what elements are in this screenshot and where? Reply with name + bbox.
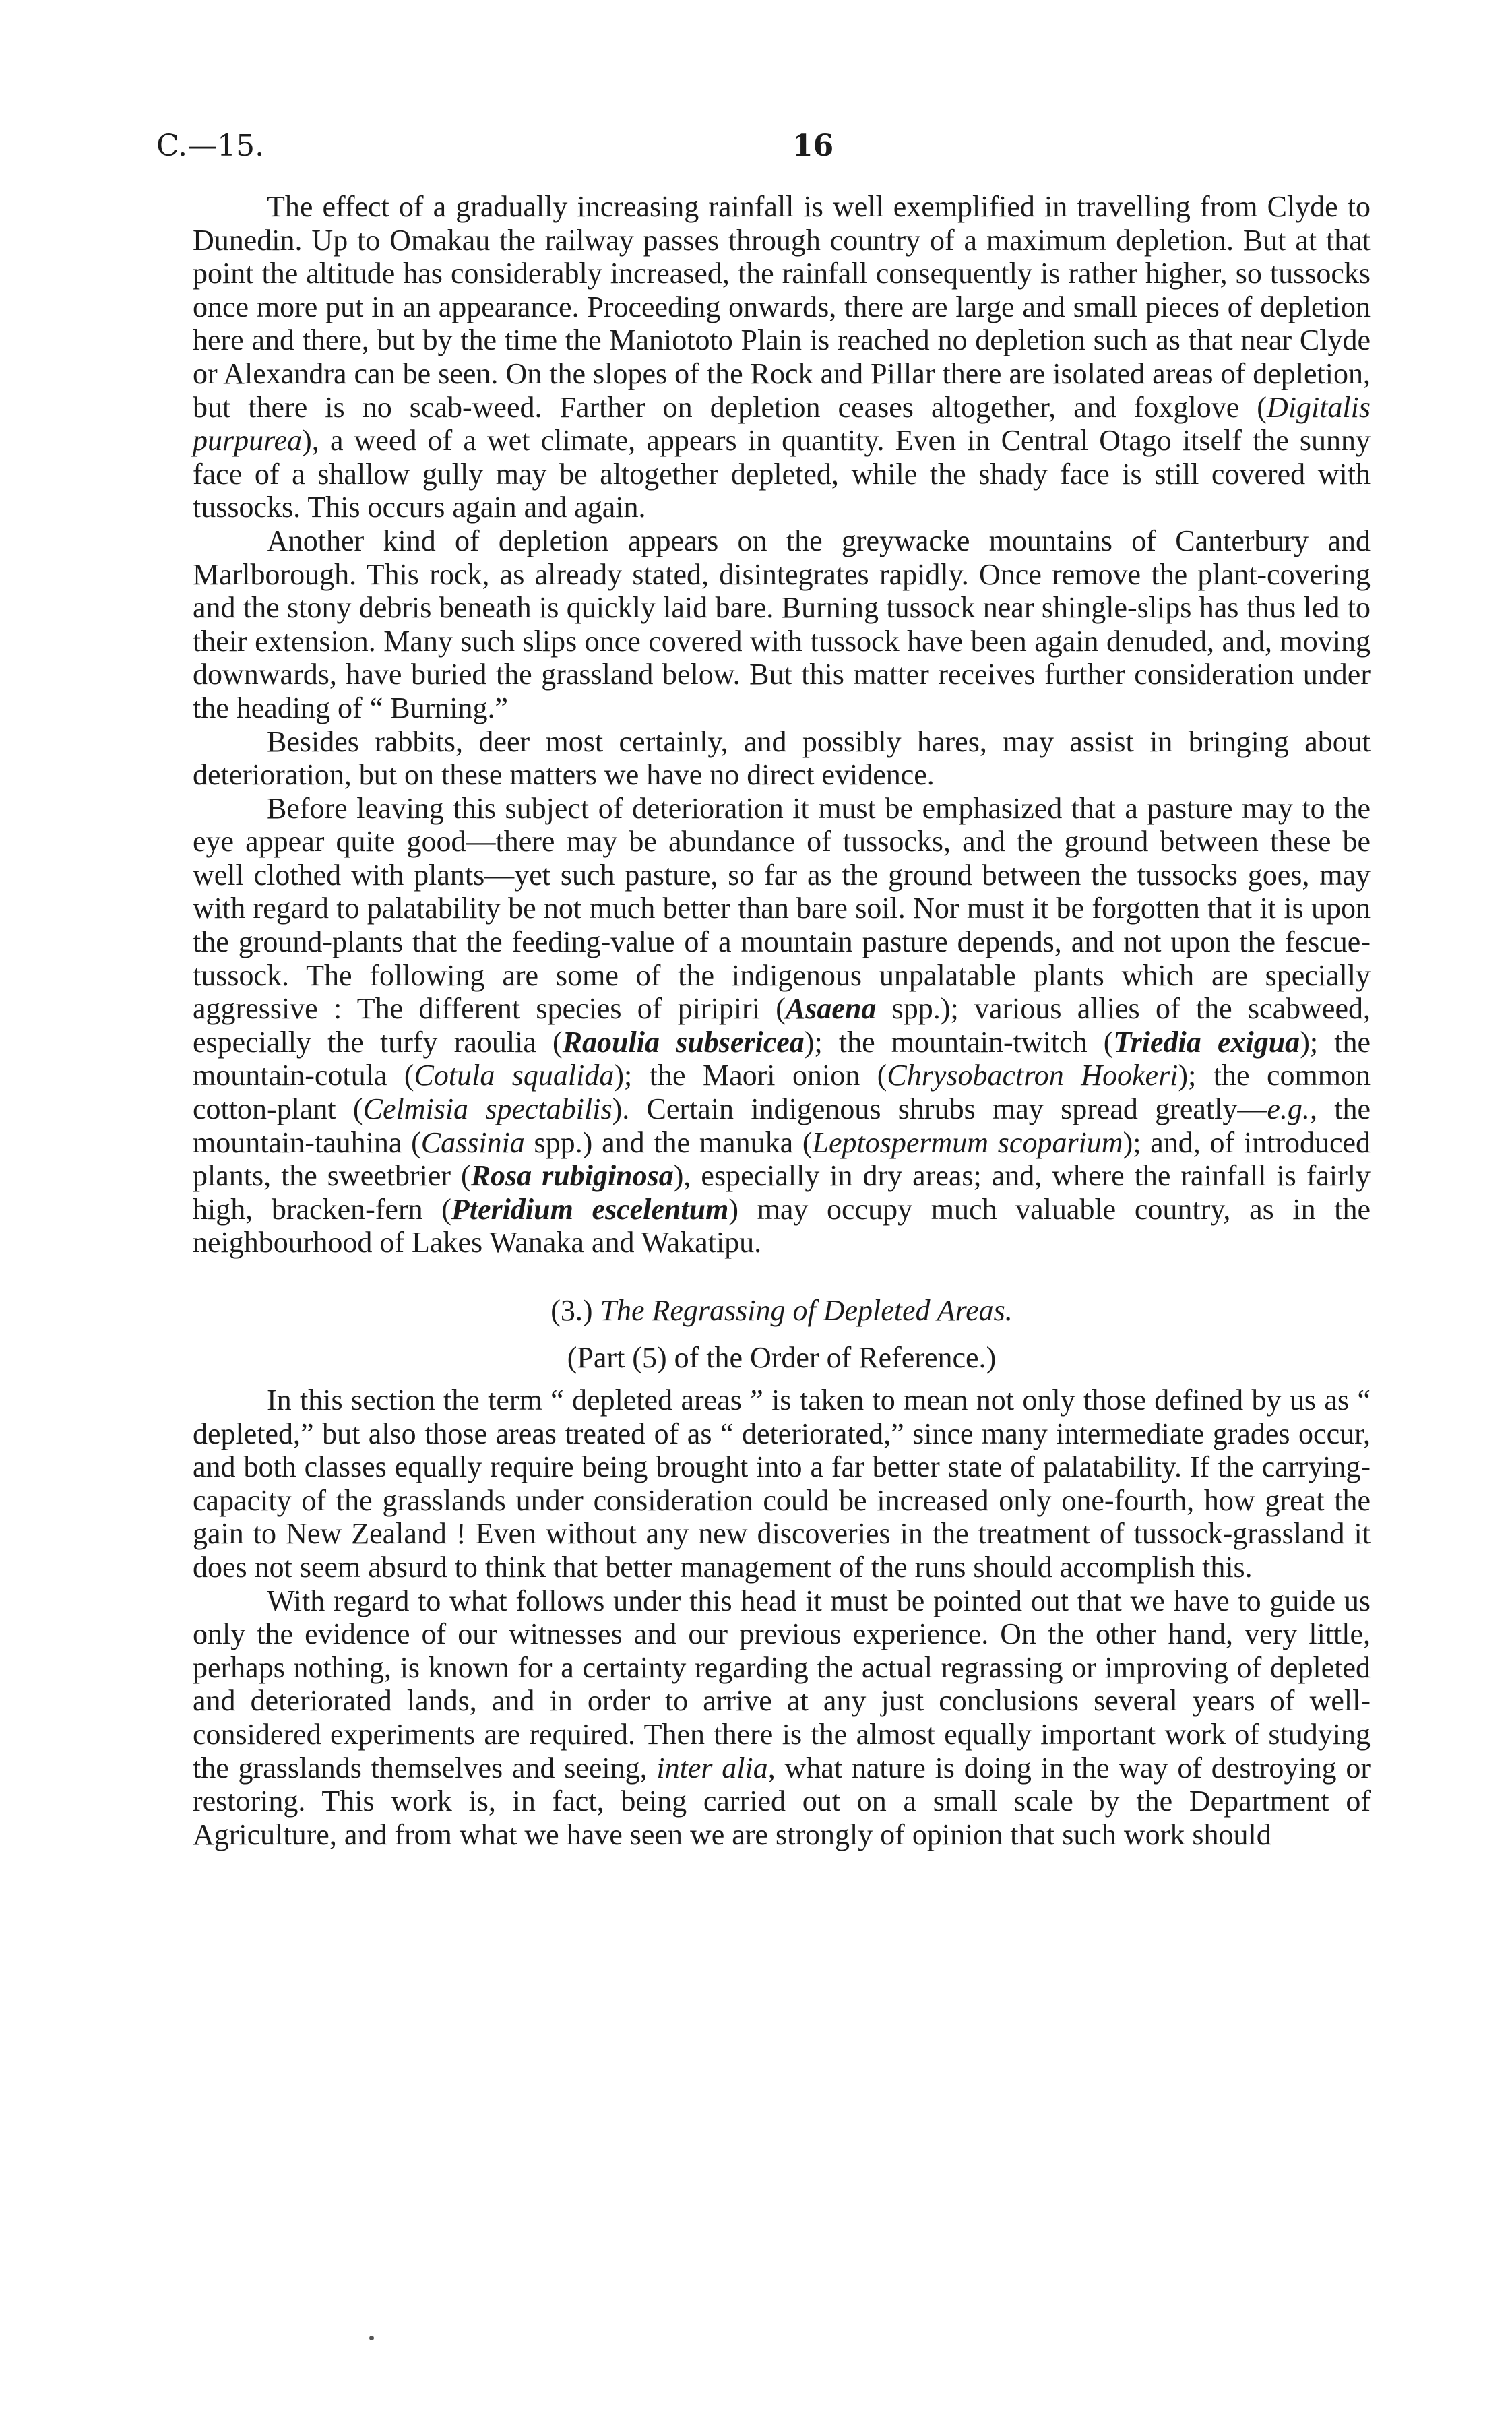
species-name: Cotula squalida: [414, 1059, 615, 1092]
species-name: Cassinia: [420, 1125, 525, 1159]
page-body: [193, 190, 1371, 1851]
document-reference: C.—15.: [156, 129, 265, 163]
species-name: Pteridium escelentum: [451, 1192, 729, 1226]
species-name: Celmisia spectabilis: [363, 1092, 612, 1126]
paragraph-regrassing: With regard to what follows under this head it must be pointed out that we have to guide us only the evidence of our witnesses and our previous experience. On the other hand, very little, perhaps nothing, is known for a certainty regarding the actual regrassing or improving of depleted and deteriorated lands, and in order to arrive at any just conclusions several years of well-considered experiments are required. Then there is the almost equally important work of studying the grasslands themselves and seeing, inter alia, what nature is doing in the way of destroying or restoring. This work is, in fact, being carried out on a small scale by the Department of Agriculture, and from what we have seen we are strongly of opinion that such work should: [193, 1584, 1371, 1851]
latin-phrase: inter alia: [656, 1751, 768, 1785]
species-name: Triedia exigua: [1113, 1025, 1300, 1059]
section-heading: [193, 1289, 1371, 1332]
paragraph-depleted-areas: In this section the term “ depleted areas ” is taken to mean not only those defined by us as “ depleted,” but also those areas treated of as “ deteriorated,” since many intermediate grades occur, and both classes equally require being brought into a far better state of palatability. If the carrying-capacity of the grasslands under consideration could be increased only one-fourth, how great the gain to New Zealand ! Even without any new discoveries in the treatment of tussock-grassland it does not seem absurd to think that better management of the runs should accomplish this.: [193, 1384, 1371, 1584]
paragraph-greywacke: Another kind of depletion appears on the greywacke mountains of Canterbury and Marlborough. This rock, as already stated, disintegrates rapidly. Once remove the plant-covering and the stony debris beneath is quickly laid bare. Burning tussock near shingle-slips has thus led to their extension. Many such slips once covered with tussock have been again denuded, and, moving downwards, have buried the grassland below. But this matter receives further consideration under the heading of “ Burning.”: [193, 524, 1371, 724]
section-number: (3.): [550, 1294, 600, 1327]
species-name: Leptospermum scoparium: [812, 1125, 1123, 1159]
paragraph-rainfall: The effect of a gradually increasing rainfall is well exemplified in travelling from Clyde to Dunedin. Up to Omakau the railway passes through country of a maximum depletion. But at that point the altitude has considerably increased, the rainfall consequently is rather higher, so tussocks once more put in an appearance. Proceeding onwards, there are large and small pieces of depletion here and there, but by the time the Maniototo Plain is reached no depletion such as that near Clyde or Alexandra can be seen. On the slopes of the Rock and Pillar there are isolated areas of depletion, but there is no scab-weed. Farther on depletion ceases altogether, and foxglove (Digitalis purpurea), a weed of a wet climate, appears in quantity. Even in Central Otago itself the sunny face of a shallow gully may be altogether depleted, while the shady face is still covered with tussocks. This occurs again and again.: [193, 190, 1371, 524]
species-name: Chrysobactron Hookeri: [887, 1059, 1178, 1092]
species-name: Digitalis purpurea: [193, 390, 1371, 458]
paragraph-rabbits: Besides rabbits, deer most certainly, and possibly hares, may assist in bringing about deterioration, but on these matters we have no direct evidence.: [193, 724, 1371, 792]
paragraph-unpalatable-plants: Before leaving this subject of deterioration it must be emphasized that a pasture may to the eye appear quite good—there may be abundance of tussocks, and the ground between these be well clothed with plants—yet such pasture, so far as the ground between the tussocks goes, may with regard to palatability be not much better than bare soil. Nor must it be forgotten that it is upon the ground-plants that the feeding-value of a mountain pasture depends, and not upon the fescue-tussock. The following are some of the indigenous unpalatable plants which are specially aggressive : The different species of piripiri (Asaena spp.); various allies of the scabweed, especially the turfy raoulia (Raoulia subsericea); the mountain-twitch (Triedia exigua); the mountain-cotula (Cotula squalida); the Maori onion (Chrysobactron Hookeri); the common cotton-plant (Celmisia spectabilis). Certain indigenous shrubs may spread greatly—e.g., the mountain-tauhina (Cassinia spp.) and the manuka (Leptospermum scoparium); and, of introduced plants, the sweetbrier (Rosa rubiginosa), especially in dry areas; and, where the rainfall is fairly high, bracken-fern (Pteridium escelentum) may occupy much valuable country, as in the neighbourhood of Lakes Wanaka and Wakatipu.: [193, 791, 1371, 1260]
species-name: Rosa rubiginosa: [470, 1159, 674, 1193]
stray-mark: [369, 2336, 374, 2340]
species-name: Raoulia subsericea: [562, 1025, 805, 1059]
page-header: [156, 125, 1377, 168]
abbreviation: e.g.: [1267, 1092, 1310, 1126]
section-subheading: (Part (5) of the Order of Reference.): [567, 1341, 997, 1374]
page-number: 16: [792, 129, 834, 163]
species-name: Asaena: [785, 992, 877, 1026]
section-title: The Regrassing of Depleted Areas.: [600, 1294, 1013, 1327]
